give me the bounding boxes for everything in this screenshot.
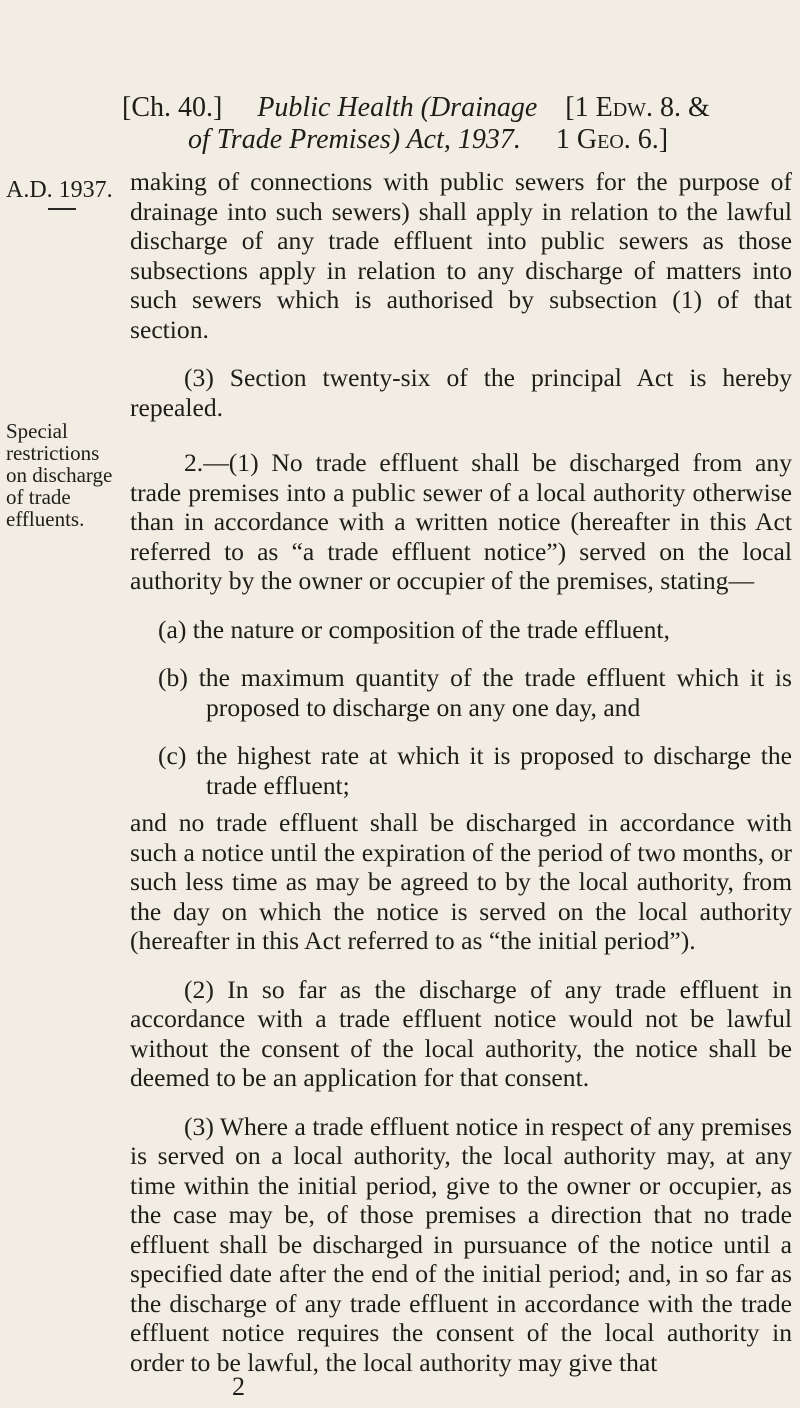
subsection-3-direction: (3) Where a trade effluent notice in respect of any premises is served on a local authority, the local authority may, at any time within the initial period, give to the owner or occupier, as the case may be, of those premises a direction that no trade effluent shall be discharged in pursuance of the notice until a specified date after the end of the initial period; and, in so far as the discharge of any trade effluent in accordance with the trade effluent notice requires the consent of the local authority in order to be lawful, the local authority may give that [130, 1111, 792, 1377]
list-item-a: (a) the nature or composition of the trade effluent, [158, 614, 670, 644]
paragraph-initial-period: and no trade effluent shall be discharged in accordance with such a notice until the expiration of the period of two months, or such less time as may be agreed to by the local authority, from the day on which the notice is served on the local authority (hereafter in this Act referred to as “the initial period”). [130, 808, 792, 955]
header-line-2 [188, 124, 668, 155]
marginal-note-line: of trade [6, 485, 71, 509]
section-2-subsection-1: 2.—(1) No trade effluent shall be discharged from any trade premises into a public sewer of a local authority otherwise than in accordance with a written notice (hereafter in this Act referred to as “a trade effluent notice”) served on the local authority by the owner or occupier of the premises, stating— [130, 448, 792, 595]
marginal-note-line: Special [6, 419, 68, 443]
marginal-note [6, 420, 124, 530]
subsection-2: (2) In so far as the discharge of any trade effluent in accordance with a trade effluent notice would not be lawful without the consent of the local authority, the notice shall be deemed to be an application for that consent. [130, 974, 792, 1092]
margin-year: A.D. 1937. [6, 177, 113, 203]
regnal-year-line-2: 1 Geo. 6.] [555, 124, 669, 155]
list-item-c: (c) the highest rate at which it is proposed to discharge the trade effluent; [158, 741, 792, 800]
header-line-1 [122, 92, 710, 123]
list-item-b: (b) the maximum quantity of the trade effluent which it is proposed to discharge on any one day, and [158, 663, 792, 722]
subsection-3: (3) Section twenty-six of the principal Act is hereby repealed. [130, 363, 792, 422]
signature-mark: 2 [232, 1372, 245, 1401]
statute-body [130, 167, 792, 1377]
act-title-line-1: Public Health (Drainage [257, 92, 538, 123]
regnal-year-line-1: [1 Edw. 8. & [565, 92, 710, 123]
marginal-note-line: effluents. [6, 507, 85, 531]
marginal-note-line: on discharge [6, 463, 113, 487]
chapter-reference: [Ch. 40.] [122, 92, 223, 123]
paragraph-continuation: making of connections with public sewers for the purpose of drainage into such sewers) shall apply in relation to the lawful discharge of any trade effluent into public sewers as those subsections apply in relation to any discharge of matters into such sewers which is authorised by subsection (1) of that section. [130, 167, 792, 344]
act-title-line-2: of Trade Premises) Act, 1937. [188, 124, 521, 155]
margin-rule [48, 208, 76, 210]
marginal-note-line: restrictions [6, 441, 100, 465]
